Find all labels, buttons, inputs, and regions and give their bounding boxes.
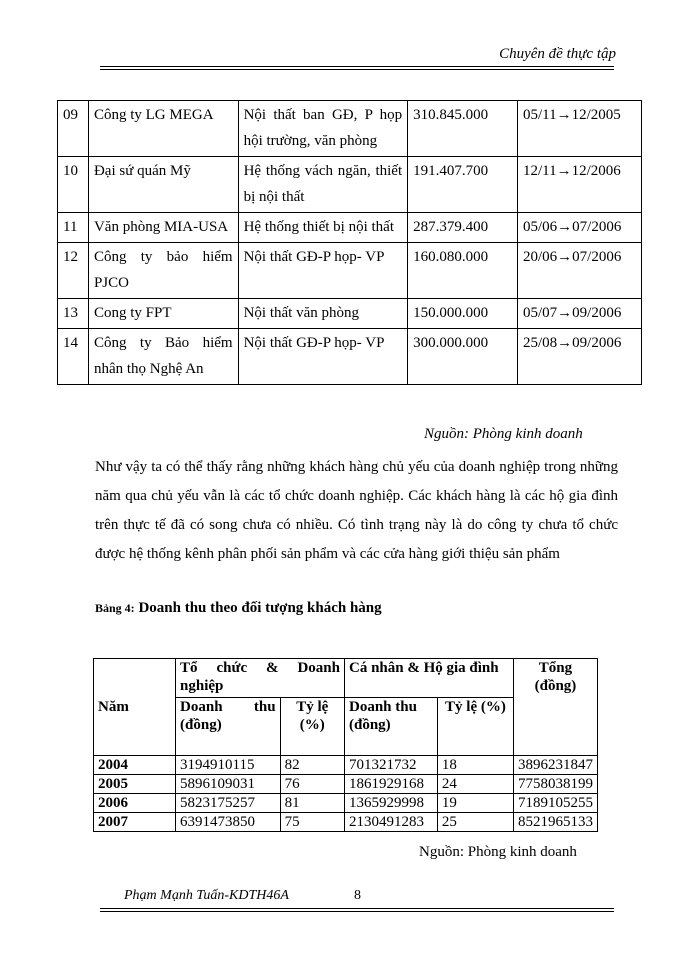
project-work: Nội thất văn phòng xyxy=(238,299,408,329)
project-client: Đại sứ quán Mỹ xyxy=(88,157,238,213)
project-no: 12 xyxy=(58,243,89,299)
project-no: 13 xyxy=(58,299,89,329)
table-row xyxy=(94,756,598,775)
project-client: Cong ty FPT xyxy=(88,299,238,329)
source-note-2: Nguồn: Phòng kinh doanh xyxy=(419,844,577,860)
row-year: 2005 xyxy=(94,775,176,794)
table-row xyxy=(94,775,598,794)
row-org-ratio: 82 xyxy=(280,756,344,775)
project-work: Hệ thống thiết bị nội thất xyxy=(238,213,408,243)
project-value: 287.379.400 xyxy=(408,213,518,243)
projects-table xyxy=(57,100,642,385)
project-no: 09 xyxy=(58,101,89,157)
row-org-ratio: 75 xyxy=(280,813,344,832)
table-header-row xyxy=(94,659,598,698)
project-value: 191.407.700 xyxy=(408,157,518,213)
source-note: Nguồn: Phòng kinh doanh xyxy=(424,426,583,442)
header-personal-ratio: Tỷ lệ (%) xyxy=(437,698,513,756)
row-year: 2006 xyxy=(94,794,176,813)
header-org-revenue: Doanh thu (đồng) xyxy=(176,698,281,756)
project-client: Văn phòng MIA-USA xyxy=(88,213,238,243)
row-personal-revenue: 2130491283 xyxy=(344,813,437,832)
header-title: Chuyên đề thực tập xyxy=(499,46,616,62)
project-client: Công ty Bảo hiểm nhân thọ Nghệ An xyxy=(88,329,238,385)
row-org-revenue: 6391473850 xyxy=(176,813,281,832)
row-total: 7189105255 xyxy=(513,794,597,813)
header-rule-2 xyxy=(100,69,614,70)
table-caption xyxy=(95,600,382,617)
row-org-ratio: 76 xyxy=(280,775,344,794)
project-period: 20/06→07/2006 xyxy=(518,243,642,299)
header-personal-revenue: Doanh thu (đồng) xyxy=(344,698,437,756)
project-client: Công ty bảo hiểm PJCO xyxy=(88,243,238,299)
row-year: 2007 xyxy=(94,813,176,832)
footer-rule xyxy=(100,908,614,909)
row-total: 3896231847 xyxy=(513,756,597,775)
project-no: 11 xyxy=(58,213,89,243)
row-personal-ratio: 19 xyxy=(437,794,513,813)
header-org: Tổ chức & Doanh nghiệp xyxy=(176,659,345,698)
row-year: 2004 xyxy=(94,756,176,775)
row-personal-revenue: 701321732 xyxy=(344,756,437,775)
analysis-paragraph: Như vậy ta có thể thấy rằng những khách hàng chủ yếu của doanh nghiệp trong những năm qua chủ yếu vẫn là các tổ chức doanh nghiệp. Các khách hàng là các hộ gia đình trên thực tế đã có song chưa có nhiều. Có tình trạng này là do công ty chưa tổ chức được hệ thống kênh phân phối sản phẩm và các cửa hàng giới thiệu sản phẩm xyxy=(95,459,618,562)
header-personal: Cá nhân & Hộ gia đình xyxy=(344,659,513,698)
project-work: Nội thất GĐ-P họp- VP xyxy=(238,243,408,299)
row-org-revenue: 5823175257 xyxy=(176,794,281,813)
project-period: 05/06→07/2006 xyxy=(518,213,642,243)
table-caption-title: Doanh thu theo đối tượng khách hàng xyxy=(138,600,382,616)
project-work: Nội thất ban GĐ, P họp hội trường, văn phòng xyxy=(238,101,408,157)
project-period: 05/11→12/2005 xyxy=(518,101,642,157)
row-org-ratio: 81 xyxy=(280,794,344,813)
header-year: Năm xyxy=(94,659,176,756)
table-caption-prefix: Bảng 4: xyxy=(95,601,135,615)
project-no: 10 xyxy=(58,157,89,213)
header-org-ratio: Tỷ lệ (%) xyxy=(280,698,344,756)
project-period: 05/07→09/2006 xyxy=(518,299,642,329)
project-work: Nội thất GĐ-P họp- VP xyxy=(238,329,408,385)
footer-rule-2 xyxy=(100,911,614,912)
table-row xyxy=(58,243,642,299)
project-work: Hệ thống vách ngăn, thiết bị nội thất xyxy=(238,157,408,213)
table-row xyxy=(94,813,598,832)
table-row xyxy=(58,299,642,329)
table-row xyxy=(58,101,642,157)
project-value: 300.000.000 xyxy=(408,329,518,385)
page-number: 8 xyxy=(354,888,361,903)
project-value: 310.845.000 xyxy=(408,101,518,157)
project-period: 12/11→12/2006 xyxy=(518,157,642,213)
table-row xyxy=(58,157,642,213)
row-personal-ratio: 18 xyxy=(437,756,513,775)
header-rule xyxy=(100,66,614,67)
row-total: 8521965133 xyxy=(513,813,597,832)
row-total: 7758038199 xyxy=(513,775,597,794)
table-row xyxy=(58,329,642,385)
row-personal-ratio: 25 xyxy=(437,813,513,832)
project-client: Công ty LG MEGA xyxy=(88,101,238,157)
project-value: 160.080.000 xyxy=(408,243,518,299)
row-personal-revenue: 1365929998 xyxy=(344,794,437,813)
project-value: 150.000.000 xyxy=(408,299,518,329)
table-row xyxy=(94,794,598,813)
row-org-revenue: 3194910115 xyxy=(176,756,281,775)
table-row xyxy=(58,213,642,243)
footer-author: Phạm Mạnh Tuấn-KDTH46A xyxy=(124,888,289,903)
row-personal-revenue: 1861929168 xyxy=(344,775,437,794)
row-personal-ratio: 24 xyxy=(437,775,513,794)
header-total: Tổng (đồng) xyxy=(513,659,597,756)
project-no: 14 xyxy=(58,329,89,385)
revenue-table xyxy=(93,658,598,832)
project-period: 25/08→09/2006 xyxy=(518,329,642,385)
row-org-revenue: 5896109031 xyxy=(176,775,281,794)
